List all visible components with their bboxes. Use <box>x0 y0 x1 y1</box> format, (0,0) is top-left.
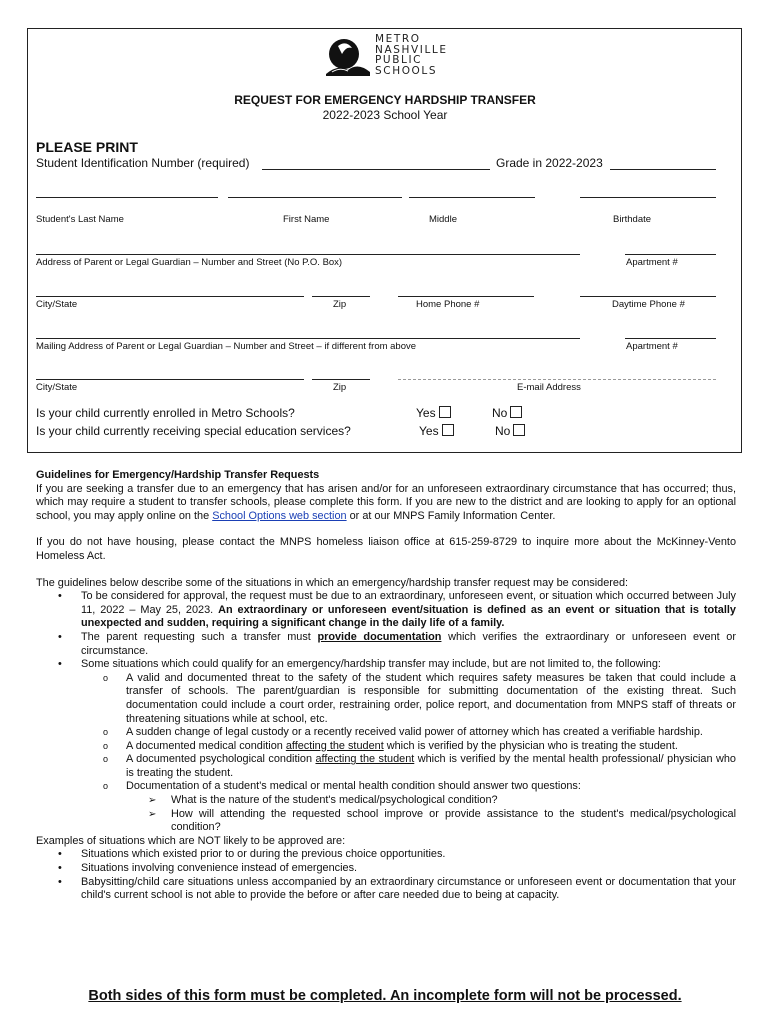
form-border <box>27 28 742 453</box>
yes-label: Yes <box>416 406 436 420</box>
special-ed-no[interactable] <box>495 424 525 438</box>
no-label: No <box>492 406 508 420</box>
guidelines-heading: Guidelines for Emergency/Hardship Transfer Requests <box>36 469 320 481</box>
apartment-label: Apartment # <box>626 257 678 268</box>
please-print-heading: PLEASE PRINT <box>36 139 138 155</box>
logo-line: METRO <box>375 33 421 45</box>
arrow-list-item: ➢ What is the nature of the student's medical/psychological condition? <box>36 794 736 808</box>
zip-label-2: Zip <box>333 382 347 393</box>
enrolled-yes[interactable] <box>416 406 451 420</box>
city-state-label-2: City/State <box>36 382 78 393</box>
city-state-field[interactable] <box>36 296 304 297</box>
sub-text: which is verified by the mental health professional/ physician who is treating the student. <box>126 753 736 779</box>
zip-label: Zip <box>333 299 347 310</box>
enrolled-no[interactable] <box>492 406 522 420</box>
last-name-label: Student's Last Name <box>36 214 124 225</box>
logo-line: PUBLIC <box>375 54 423 66</box>
grade-field[interactable] <box>610 169 716 170</box>
sub-list-item: o Documentation of a student's medical or mental health condition should answer two questions: <box>36 780 736 794</box>
yes-label: Yes <box>419 424 439 438</box>
mailing-address-label: Mailing Address of Parent or Legal Guardian – Number and Street – if different from above <box>36 341 417 352</box>
last-name-field[interactable] <box>36 197 218 198</box>
sub-list-item: o A sudden change of legal custody or a recently received valid power of attorney which has created a verifiable hardship. <box>36 726 736 740</box>
home-phone-label: Home Phone # <box>416 299 480 310</box>
enrolled-question: Is your child currently enrolled in Metro Schools? <box>36 406 295 420</box>
sub-underlined-text: affecting the student <box>315 753 415 766</box>
birthdate-field[interactable] <box>580 197 716 198</box>
bullet-bold-text: An extraordinary or unforeseen event/situation is defined as an event or situation that is totally unexpected and sudden, requiring a significant change in the daily life of a family. <box>81 603 736 630</box>
mailing-address-field[interactable] <box>36 338 580 339</box>
email-label: E-mail Address <box>517 382 581 393</box>
footer-notice: Both sides of this form must be completed. An incomplete form will not be processed. <box>88 988 682 1004</box>
sub-list-item <box>36 753 736 780</box>
intro-text-end: or at our MNPS Family Information Center. <box>346 509 556 522</box>
enrolled-no-checkbox[interactable] <box>510 406 522 418</box>
situations-intro: The guidelines below describe some of the situations in which an emergency/hardship transfer request may be considered: <box>36 576 629 589</box>
no-label: No <box>495 424 511 438</box>
school-year: 2022-2023 School Year <box>322 108 448 122</box>
guidelines-section <box>36 469 736 903</box>
sub-list-item <box>36 740 736 754</box>
first-name-label: First Name <box>283 214 330 225</box>
not-approved-intro: Examples of situations which are NOT likely to be approved are: <box>36 834 346 847</box>
intro-text: If you are seeking a transfer due to an emergency that has arisen and/or for an unforeseen extraordinary circumstance that has occurred; thus, which may require a student to transfer schools, please complete this form. If you are new to the district and are looking to apply for an optional school, you may apply online on the <box>36 482 736 522</box>
sub-text: which is verified by the physician who is treating the student. <box>383 739 678 752</box>
bullet-underlined-text: provide documentation <box>317 630 442 643</box>
list-item: • Situations involving convenience instead of emergencies. <box>36 862 736 876</box>
daytime-phone-field[interactable] <box>580 296 716 297</box>
bullet-text: The parent requesting such a transfer must <box>81 630 318 643</box>
arrow-list-item: ➢ How will attending the requested school improve or provide assistance to the student's medical/psychological condition? <box>36 808 736 835</box>
logo-line: NASHVILLE <box>375 43 448 56</box>
special-ed-yes-checkbox[interactable] <box>442 424 454 436</box>
special-ed-question: Is your child currently receiving special education services? <box>36 424 351 438</box>
sub-text: A documented medical condition <box>126 739 286 752</box>
sub-underlined-text: affecting the student <box>285 739 384 752</box>
logo-text <box>375 34 448 76</box>
list-item: • Babysitting/child care situations unless accompanied by an extraordinary circumstance or unforeseen event or documentation that your child's current school is not able to provide the before or after care needed due to being at capacity. <box>36 876 736 903</box>
sub-list-item: o A valid and documented threat to the safety of the student which requires safety measures be taken that could include a transfer of schools. The parent/guardian is responsible for submitting documentation of the existing threat. Such documentation could include a court order, restraining order, police report, and documentation from MNPS staff of threats or threatening situations while at school, etc. <box>36 672 736 726</box>
student-id-field[interactable] <box>262 169 490 170</box>
middle-name-field[interactable] <box>409 197 535 198</box>
list-item <box>36 631 736 658</box>
mailing-apartment-label: Apartment # <box>626 341 678 352</box>
middle-label: Middle <box>429 214 457 225</box>
grade-label: Grade in 2022-2023 <box>496 156 603 170</box>
home-phone-field[interactable] <box>398 296 534 297</box>
list-item: • Situations which existed prior to or during the previous choice opportunities. <box>36 848 736 862</box>
bullet-text: To be considered for approval, the request must be due to an extraordinary, unforeseen event, or situation which occurred between July 11, 2022 – May 25, 2023. <box>81 590 736 616</box>
form-title: REQUEST FOR EMERGENCY HARDSHIP TRANSFER <box>234 93 536 107</box>
zip-field[interactable] <box>312 296 370 297</box>
special-ed-no-checkbox[interactable] <box>513 424 525 436</box>
list-item: • Some situations which could qualify for an emergency/hardship transfer may include, but are not limited to, the following: <box>36 658 736 672</box>
school-options-link[interactable]: School Options web section <box>212 509 347 522</box>
first-name-field[interactable] <box>228 197 402 198</box>
special-ed-yes[interactable] <box>419 424 454 438</box>
city-state-label: City/State <box>36 299 78 310</box>
situations-list <box>36 590 736 835</box>
sub-text: A documented psychological condition <box>126 753 316 766</box>
email-field[interactable] <box>398 379 716 380</box>
address-label: Address of Parent or Legal Guardian – Number and Street (No P.O. Box) <box>36 257 343 268</box>
bullet-text: which verifies the extraordinary or unforeseen event or circumstance. <box>81 630 736 657</box>
not-approved-list <box>36 848 736 902</box>
guidelines-intro <box>36 483 736 524</box>
school-logo-icon <box>322 36 372 78</box>
zip-field-2[interactable] <box>312 379 370 380</box>
housing-paragraph: If you do not have housing, please contact the MNPS homeless liaison office at 615-259-8729 to inquire more about the McKinney-Vento Homeless Act. <box>36 536 736 562</box>
mailing-apartment-field[interactable] <box>625 338 716 339</box>
student-id-label: Student Identification Number (required) <box>36 156 250 170</box>
apartment-field[interactable] <box>625 254 716 255</box>
logo-line: SCHOOLS <box>375 64 438 77</box>
list-item <box>36 590 736 631</box>
enrolled-yes-checkbox[interactable] <box>439 406 451 418</box>
daytime-phone-label: Daytime Phone # <box>612 299 685 310</box>
city-state-field-2[interactable] <box>36 379 304 380</box>
address-field[interactable] <box>36 254 580 255</box>
birthdate-label: Birthdate <box>613 214 652 225</box>
